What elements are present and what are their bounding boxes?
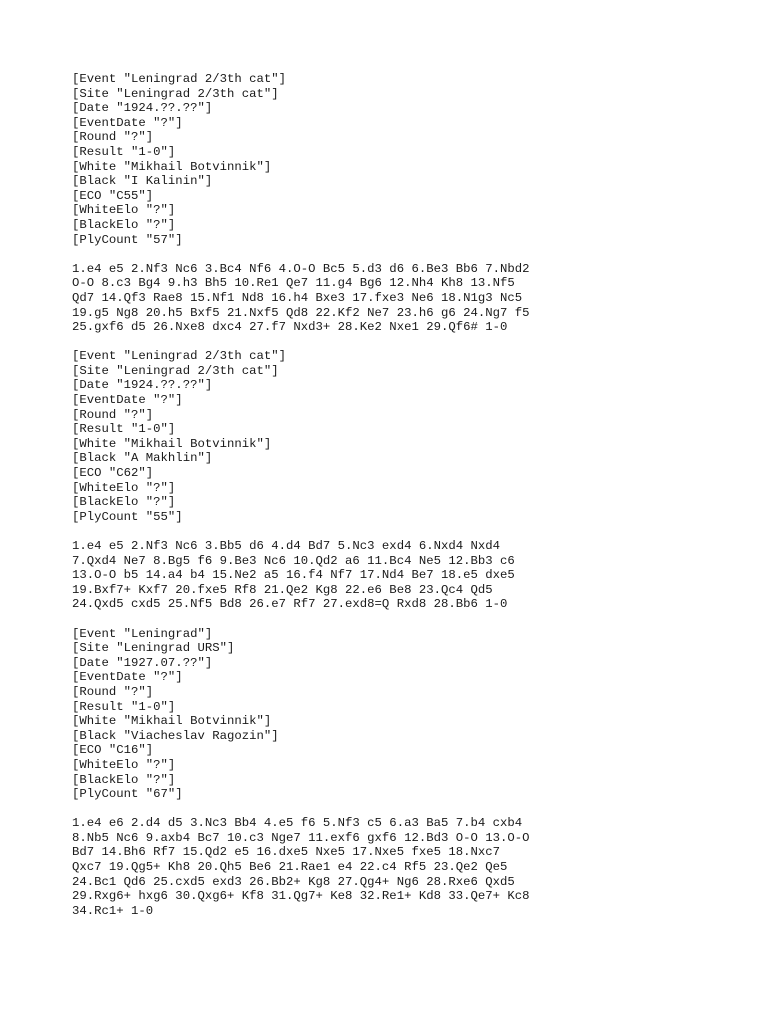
move-line: 8.Nb5 Nc6 9.axb4 Bc7 10.c3 Nge7 11.exf6 gxf6 12.Bd3 O-O 13.O-O [72, 830, 530, 845]
tag-plycount: [PlyCount "55"] [72, 509, 183, 524]
tag-date: [Date "1924.??.??"] [72, 378, 213, 393]
tag-white: [White "Mikhail Botvinnik"] [72, 436, 272, 451]
tag-eventdate: [EventDate "?"] [72, 115, 183, 130]
move-line: O-O 8.c3 Bg4 9.h3 Bh5 10.Re1 Qe7 11.g4 Bg6 12.Nh4 Kh8 13.Nf5 [72, 276, 515, 291]
tag-eco: [ECO "C55"] [72, 188, 154, 203]
game-2-moves [72, 539, 752, 612]
tag-blackelo: [BlackElo "?"] [72, 217, 176, 232]
game-1-tags [72, 72, 752, 247]
game-1-moves [72, 262, 752, 335]
tag-eventdate: [EventDate "?"] [72, 393, 183, 408]
move-line: 1.e4 e5 2.Nf3 Nc6 3.Bb5 d6 4.d4 Bd7 5.Nc3 exd4 6.Nxd4 Nxd4 [72, 539, 501, 553]
move-line: 1.e4 e5 2.Nf3 Nc6 3.Bc4 Nf6 4.O-O Bc5 5.d3 d6 6.Be3 Bb6 7.Nbd2 [72, 261, 530, 276]
tag-event: [Event "Leningrad 2/3th cat"] [72, 349, 287, 364]
game-2 [72, 349, 752, 612]
tag-result: [Result "1-0"] [72, 422, 176, 437]
move-line: 34.Rc1+ 1-0 [72, 903, 154, 918]
tag-eco: [ECO "C16"] [72, 743, 154, 758]
move-line: 7.Qxd4 Ne7 8.Bg5 f6 9.Be3 Nc6 10.Qd2 a6 11.Bc4 Ne5 12.Bb3 c6 [72, 553, 515, 568]
tag-event: [Event "Leningrad"] [72, 626, 213, 641]
tag-plycount: [PlyCount "57"] [72, 232, 183, 247]
tag-round: [Round "?"] [72, 407, 154, 422]
tag-whiteelo: [WhiteElo "?"] [72, 203, 176, 218]
game-2-tags [72, 349, 752, 524]
tag-white: [White "Mikhail Botvinnik"] [72, 714, 272, 729]
move-line: 24.Bc1 Qd6 25.cxd5 exd3 26.Bb2+ Kg8 27.Qg4+ Ng6 28.Rxe6 Qxd5 [72, 874, 515, 889]
move-line: Bd7 14.Bh6 Rf7 15.Qd2 e5 16.dxe5 Nxe5 17.Nxe5 fxe5 18.Nxc7 [72, 845, 501, 860]
tag-result: [Result "1-0"] [72, 699, 176, 714]
tag-whiteelo: [WhiteElo "?"] [72, 480, 176, 495]
tag-blackelo: [BlackElo "?"] [72, 772, 176, 787]
game-3-tags [72, 627, 752, 802]
move-line: Qxc7 19.Qg5+ Kh8 20.Qh5 Be6 21.Rae1 e4 22.c4 Rf5 23.Qe2 Qe5 [72, 860, 508, 875]
tag-eventdate: [EventDate "?"] [72, 670, 183, 685]
move-line: 24.Qxd5 cxd5 25.Nf5 Bd8 26.e7 Rf7 27.exd8=Q Rxd8 28.Bb6 1-0 [72, 597, 508, 612]
move-line: 13.O-O b5 14.a4 b4 15.Ne2 a5 16.f4 Nf7 17.Nd4 Be7 18.e5 dxe5 [72, 568, 515, 583]
move-line: 25.gxf6 d5 26.Nxe8 dxc4 27.f7 Nxd3+ 28.Ke2 Nxe1 29.Qf6# 1-0 [72, 320, 508, 335]
tag-site: [Site "Leningrad URS"] [72, 641, 235, 656]
tag-eco: [ECO "C62"] [72, 466, 154, 481]
game-3-moves [72, 816, 752, 918]
move-line: 19.g5 Ng8 20.h5 Bxf5 21.Nxf5 Qd8 22.Kf2 Ne7 23.h6 g6 24.Ng7 f5 [72, 305, 530, 320]
tag-black: [Black "I Kalinin"] [72, 174, 213, 189]
pgn-document [72, 72, 752, 933]
move-line: 1.e4 e6 2.d4 d5 3.Nc3 Bb4 4.e5 f6 5.Nf3 c5 6.a3 Ba5 7.b4 cxb4 [72, 816, 523, 831]
game-1 [72, 72, 752, 335]
tag-black: [Black "A Makhlin"] [72, 451, 213, 466]
move-line: Qd7 14.Qf3 Rae8 15.Nf1 Nd8 16.h4 Bxe3 17.fxe3 Ne6 18.N1g3 Nc5 [72, 290, 523, 305]
tag-blackelo: [BlackElo "?"] [72, 495, 176, 510]
tag-black: [Black "Viacheslav Ragozin"] [72, 728, 279, 743]
tag-round: [Round "?"] [72, 130, 154, 145]
tag-result: [Result "1-0"] [72, 144, 176, 159]
tag-whiteelo: [WhiteElo "?"] [72, 757, 176, 772]
tag-white: [White "Mikhail Botvinnik"] [72, 159, 272, 174]
tag-date: [Date "1924.??.??"] [72, 101, 213, 116]
tag-site: [Site "Leningrad 2/3th cat"] [72, 86, 279, 101]
move-line: 29.Rxg6+ hxg6 30.Qxg6+ Kf8 31.Qg7+ Ke8 32.Re1+ Kd8 33.Qe7+ Kc8 [72, 889, 530, 904]
tag-date: [Date "1927.07.??"] [72, 655, 213, 670]
game-3 [72, 627, 752, 919]
tag-event: [Event "Leningrad 2/3th cat"] [72, 72, 287, 86]
move-line: 19.Bxf7+ Kxf7 20.fxe5 Rf8 21.Qe2 Kg8 22.e6 Be8 23.Qc4 Qd5 [72, 582, 493, 597]
tag-round: [Round "?"] [72, 684, 154, 699]
tag-plycount: [PlyCount "67"] [72, 787, 183, 802]
tag-site: [Site "Leningrad 2/3th cat"] [72, 363, 279, 378]
